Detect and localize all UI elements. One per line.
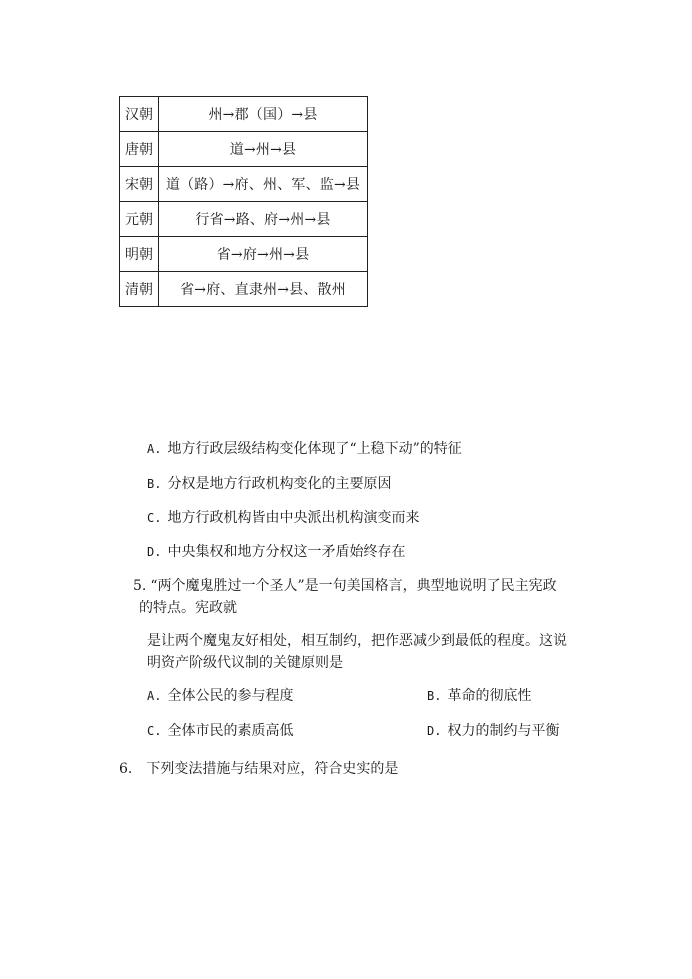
hierarchy-cell: 道（路）→府、州、军、监→县 <box>159 167 368 202</box>
admin-structure-table <box>119 96 368 307</box>
question-number: 5. <box>133 578 147 594</box>
dynasty-cell: 清朝 <box>120 272 159 307</box>
option-text: 地方行政层级结构变化体现了“上稳下动”的特征 <box>167 441 462 457</box>
option-text: 中央集权和地方分权这一矛盾始终存在 <box>167 544 406 560</box>
option-letter: B. <box>147 477 162 491</box>
hierarchy-cell: 州→郡（国）→县 <box>159 97 368 132</box>
table-row <box>120 202 368 237</box>
hierarchy-cell: 省→府、直隶州→县、散州 <box>159 272 368 307</box>
q4-option-c <box>147 507 419 527</box>
hierarchy-cell: 道→州→县 <box>159 132 368 167</box>
option-letter: A. <box>147 442 162 456</box>
q5-stem-line-1 <box>133 575 557 595</box>
option-letter: C. <box>147 511 162 525</box>
option-letter: A. <box>147 689 162 703</box>
option-letter: B. <box>427 689 442 703</box>
question-number: 6. <box>119 761 133 777</box>
option-letter: C. <box>147 724 162 738</box>
q5-option-d <box>427 720 559 740</box>
option-text: 全体市民的素质高低 <box>167 723 294 739</box>
dynasty-cell: 明朝 <box>120 237 159 272</box>
hierarchy-cell: 省→府→州→县 <box>159 237 368 272</box>
table-row <box>120 97 368 132</box>
table-row <box>120 167 368 202</box>
q4-option-d <box>147 541 405 561</box>
option-text: 地方行政机构皆由中央派出机构演变而来 <box>167 510 420 526</box>
q5-option-a <box>147 685 293 705</box>
q5-option-c <box>147 720 293 740</box>
q5-stem-line-2: 的特点。宪政就 <box>139 600 237 616</box>
dynasty-cell: 汉朝 <box>120 97 159 132</box>
option-letter: D. <box>147 545 162 559</box>
option-text: 权力的制约与平衡 <box>447 723 560 739</box>
question-text: “两个魔鬼胜过一个圣人”是一句美国格言，典型地说明了民主宪政 <box>150 578 557 594</box>
option-text: 分权是地方行政机构变化的主要原因 <box>167 476 392 492</box>
option-text: 革命的彻底性 <box>447 688 532 704</box>
hierarchy-cell: 行省→路、府→州→县 <box>159 202 368 237</box>
dynasty-cell: 宋朝 <box>120 167 159 202</box>
q5-stem-line-4: 明资产阶级代议制的关键原则是 <box>147 655 343 671</box>
q6-stem <box>119 758 398 778</box>
dynasty-cell: 唐朝 <box>120 132 159 167</box>
table-row <box>120 237 368 272</box>
q4-option-b <box>147 473 391 493</box>
q5-stem-line-3: 是让两个魔鬼友好相处，相互制约，把作恶减少到最低的程度。这说 <box>147 633 567 649</box>
option-letter: D. <box>427 724 442 738</box>
option-text: 全体公民的参与程度 <box>167 688 294 704</box>
dynasty-cell: 元朝 <box>120 202 159 237</box>
q5-option-b <box>427 685 531 705</box>
q4-option-a <box>147 438 462 458</box>
table-row <box>120 132 368 167</box>
question-text: 下列变法措施与结果对应，符合史实的是 <box>146 761 399 777</box>
table-row <box>120 272 368 307</box>
